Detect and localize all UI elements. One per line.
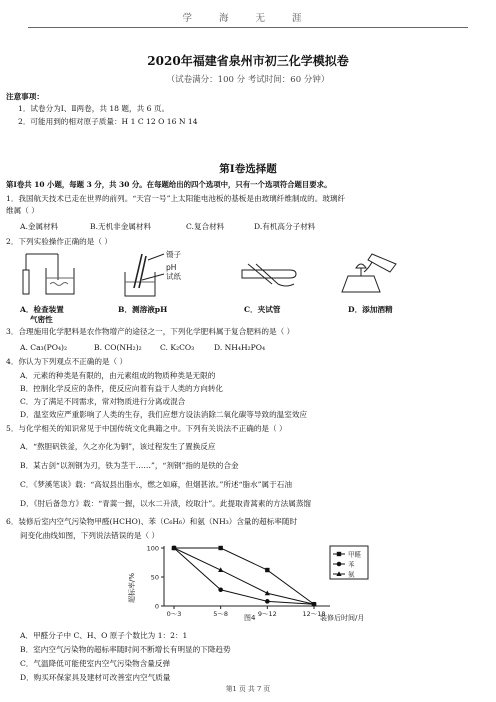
q1-option-a: A.金属材料 [20, 222, 59, 231]
page-footer: 第1 页 共 7 页 [225, 685, 271, 693]
q4-option-d: D．温室效应严重影响了人类的生存，我们应想方设法消除二氧化碳等导致的温室效应 [20, 410, 308, 419]
q1-stem: 1．我国航天技术已走在世界的前列。“天宫一号”上太阳能电池板的基板是由玻璃纤维制成的。玻璃纤 [6, 194, 346, 203]
notice-item: 1．试卷分为Ⅰ、Ⅱ两卷，共 18 题，共 6 页。 [18, 104, 170, 113]
x-tick-label: 12～18 [302, 610, 326, 618]
page-subtitle: （试卷满分：100 分 考试时间：60 分钟） [166, 75, 330, 85]
q5-option-a: A．“熬胆矾铁釜，久之亦化为铜”，该过程发生了置换反应 [20, 442, 216, 451]
x-tick-label: 5～8 [213, 610, 229, 618]
q2-label-c: C．夹试管 [244, 305, 281, 314]
x-tick-label: 0～3 [166, 610, 182, 618]
x-axis-label: 装修后时间/月 [320, 614, 365, 622]
legend-label: 氨 [348, 570, 355, 579]
q2-apparatus-figures [20, 248, 420, 302]
q5-option-b: B．某古剑“以剂钢为刃，铁为茎干……”，“剂钢”指的是铁的合金 [20, 461, 239, 470]
q6-option-a: A．甲醛分子中 C、H、O 原子个数比为 1：2：1 [20, 631, 188, 640]
figure-caption: 图4 [244, 614, 256, 622]
header-rule [28, 27, 468, 28]
data-point [265, 568, 269, 572]
page-header: 学 海 无 涯 [182, 13, 314, 24]
data-point [218, 587, 223, 592]
q3-stem: 3．合理施用化学肥料是农作物增产的途径之一，下列化学肥料属于复合肥料的是（ ） [6, 327, 295, 336]
q2-label-d: D．添加酒精 [348, 305, 393, 314]
q6-stem: 6．装修后室内空气污染物甲醛(HCHO)、苯（C₆H₆）和氨（NH₃）含量的超标率随时 [6, 517, 298, 526]
q6-stem-cont: 间变化曲线如图，下列说法错误的是（ ） [20, 531, 160, 540]
q5-option-c: C．《梦溪笔谈》载：“高奴县出脂水，燃之如麻，但烟甚浓。”所述“脂水”属于石油 [20, 480, 292, 489]
q6-option-b: B．室内空气污染物的超标率随时间不断增长有明显的下降趋势 [20, 645, 231, 654]
q2-label-a: A．检查装置 [20, 305, 64, 314]
section-title: 第Ⅰ卷选择题 [219, 163, 277, 175]
q4-option-c: C．为了满足不同需求，常对物质进行分离或混合 [20, 397, 186, 406]
q4-option-a: A．元素的种类是有限的，由元素组成的物质种类是无限的 [20, 371, 216, 380]
fig-paper-label: 试纸 [166, 272, 181, 281]
alcohol-lamp-figure [342, 254, 396, 292]
data-point [218, 546, 222, 550]
airtightness-apparatus [23, 254, 74, 294]
legend-marker [337, 552, 341, 556]
q3-option-b: B. CO(NH₂)₂ [94, 343, 142, 352]
notice-item: 2．可能用到的相对原子质量：H 1 C 12 O 16 N 14 [18, 117, 198, 126]
series-line-2 [174, 548, 314, 604]
q6-option-c: C．气温降低可能使室内空气污染物含量反弹 [20, 659, 171, 668]
fig-ph-label: pH [166, 263, 177, 272]
q1-option-c: C.复合材料 [186, 222, 225, 231]
x-tick-label: 9～12 [257, 610, 277, 618]
legend-label: 甲醛 [348, 550, 361, 559]
q3-option-d: D. NH₄H₂PO₄ [214, 343, 266, 352]
q1-option-b: B.无机非金属材料 [90, 222, 152, 231]
ph-test-apparatus [125, 249, 181, 296]
q1-option-d: D.有机高分子材料 [254, 222, 316, 231]
section-intro: 第Ⅰ卷共 10 小题，每题 3 分，共 30 分。在每题给出的四个选项中，只有一个选项符合题目要求。 [6, 180, 332, 189]
q5-stem: 5．与化学相关的知识常见于中国传统文化典籍之中。下列有关说法不正确的是（ ） [6, 424, 287, 433]
legend-marker [337, 562, 342, 567]
y-tick-label: 0 [154, 602, 159, 611]
q3-option-c: C. K₂CO₃ [160, 343, 195, 352]
legend-label: 苯 [348, 560, 355, 569]
page-title: 2020年福建省泉州市初三化学模拟卷 [147, 54, 349, 68]
q5-option-d: D．《肘后备急方》载：“青蒿一握，以水二升渍，绞取汁”。此提取青蒿素的方法属蒸馏 [20, 499, 312, 508]
q4-option-b: B．控制化学反应的条件，使反应向着有益于人类的方向转化 [20, 384, 224, 393]
tube-clamp-figure [242, 264, 296, 286]
notice-heading: 注意事项： [6, 92, 44, 101]
y-tick-label: 100 [146, 544, 159, 553]
q2-label-b: B．测溶液pH [118, 305, 168, 314]
pollutant-exceedance-chart [124, 540, 374, 622]
fig-tweezer-label: 镊子 [166, 250, 181, 259]
y-tick-label: 50 [150, 573, 159, 582]
q2-stem: 2．下列实验操作正确的是（ ） [6, 237, 112, 246]
q4-stem: 4．你认为下列观点不正确的是（ ） [6, 357, 128, 366]
q1-stem-cont: 维属（ ） [6, 206, 39, 215]
data-point [265, 599, 270, 604]
y-axis-label: 超标率/% [128, 572, 136, 604]
q3-option-a: A. Ca₃(PO₄)₂ [20, 343, 68, 352]
q6-option-d: D．购买环保家具及建材可改善室内空气质量 [20, 673, 171, 682]
q2-label-a-cont: 气密性 [30, 315, 53, 324]
